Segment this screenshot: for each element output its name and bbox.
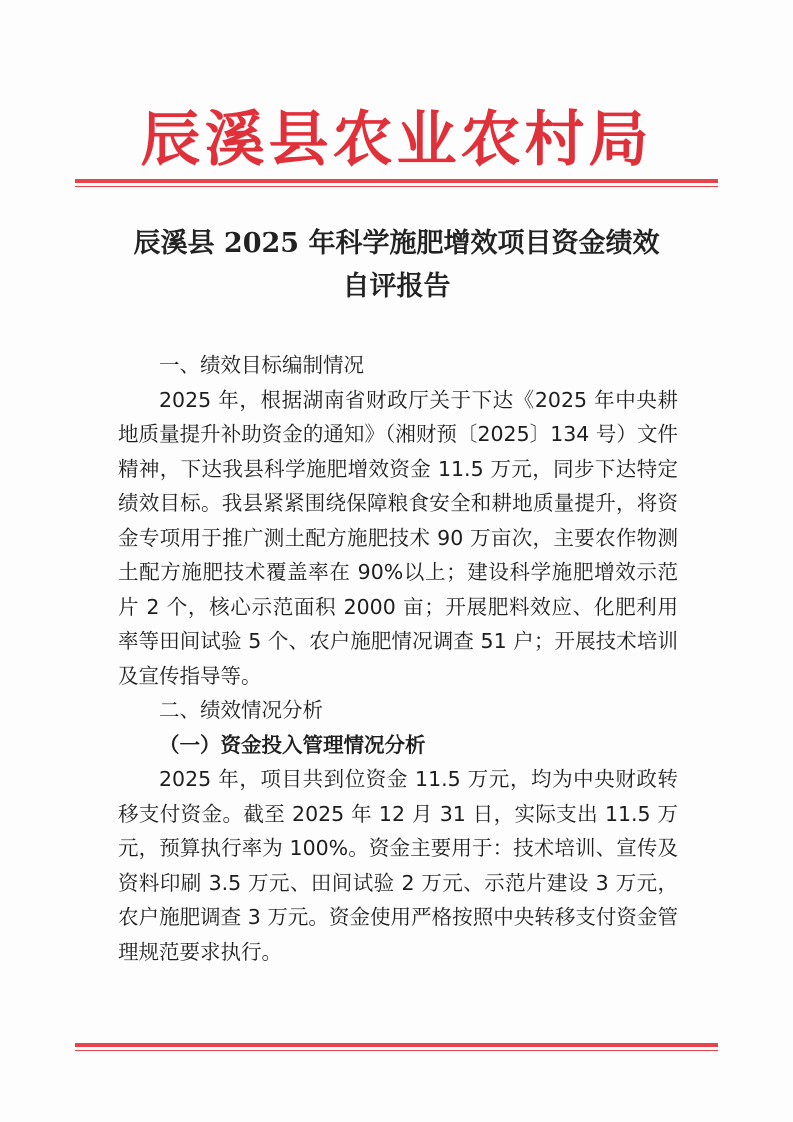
masthead-divider — [75, 179, 718, 187]
section-paragraph-1: 2025 年，根据湖南省财政厅关于下达《2025 年中央耕地质量提升补助资金的通知》（湘财预〔2025〕134 号）文件精神，下达我县科学施肥增效资金 11.5 万元，同步下达特定绩效目标。我县紧紧围绕保障粮食安全和耕地质量提升，将资金专项用于推广测土配方施肥技术 90 万亩次，主要农作物测土配方施肥技术覆盖率在 90%以上；建设科学施肥增效示范片 2 个，核心示范面积 2000 亩；开展肥料效应、化肥利用率等田间试验 5 个、农户施肥情况调查 51 户；开展技术培训及宣传指导等。 — [118, 387, 678, 688]
document-title — [60, 222, 733, 308]
footer-divider — [75, 1043, 718, 1051]
document-title-line2: 自评报告 — [342, 271, 451, 302]
section-heading-1: 一、绩效目标编制情况 — [159, 353, 364, 377]
document-body — [118, 348, 678, 969]
masthead-title: 辰溪县农业农村局 — [140, 105, 653, 175]
section-heading-2: 二、绩效情况分析 — [159, 698, 323, 722]
document-title-line1: 辰溪县 2025 年科学施肥增效项目资金绩效 — [133, 228, 660, 259]
subsection-paragraph-1: 2025 年，项目共到位资金 11.5 万元，均为中央财政转移支付资金。截至 2025 年 12 月 31 日，实际支出 11.5 万元，预算执行率为 100%。资金主要用于：技术培训、宣传及资料印刷 3.5 万元、田间试验 2 万元、示范片建设 3 万元，农户施肥调查 3 万元。资金使用严格按照中央转移支付资金管理规范要求执行。 — [118, 767, 678, 964]
subsection-heading-1: （一）资金投入管理情况分析 — [159, 732, 426, 757]
